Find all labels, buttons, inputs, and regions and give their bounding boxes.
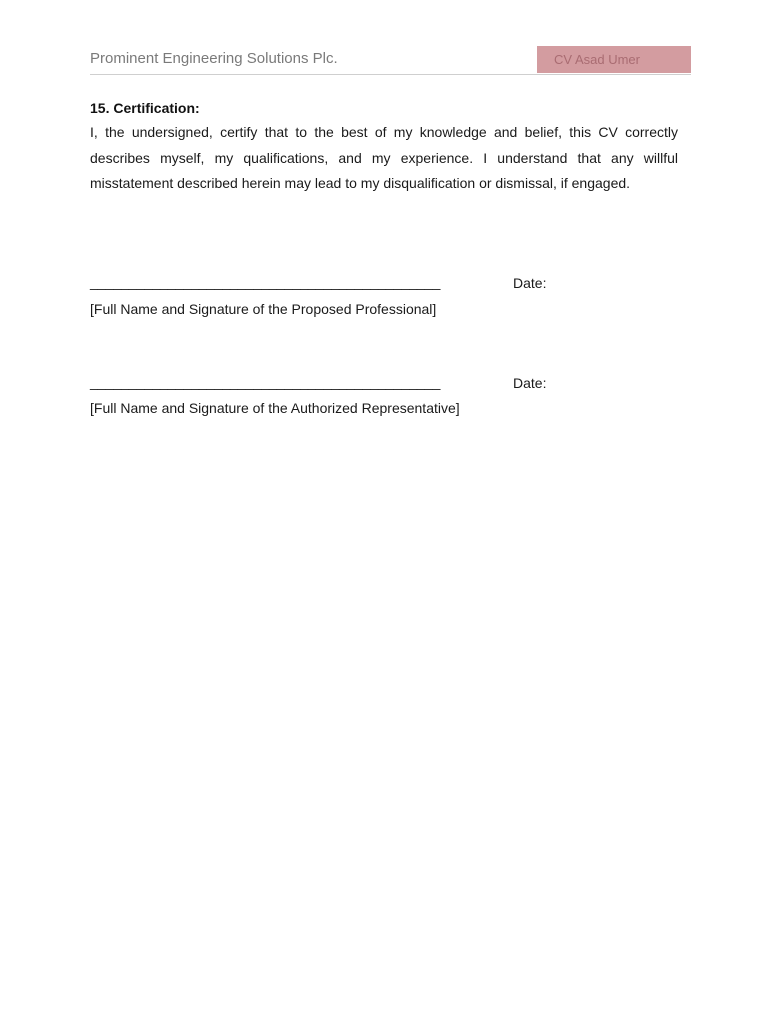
section-title: 15. Certification:: [90, 100, 200, 116]
date-label-professional: Date:: [513, 275, 547, 291]
date-label-representative: Date:: [513, 375, 547, 391]
certification-paragraph: I, the undersigned, certify that to the best of my knowledge and belief, this CV correctly describes myself, my qualifications, and my experience. I understand that any willful misstatement described herein may lead to my disqualification or dismissal, if engaged.: [90, 124, 678, 191]
company-name: Prominent Engineering Solutions Plc.: [90, 50, 338, 67]
cv-name-badge: CV Asad Umer: [537, 46, 691, 73]
signature-caption-professional: [Full Name and Signature of the Proposed Professional]: [90, 301, 437, 317]
signature-caption-representative: [Full Name and Signature of the Authorized Representative]: [90, 400, 460, 416]
signature-line-professional: _____________________________________________: [90, 274, 441, 290]
page-header: [90, 46, 691, 75]
signature-line-representative: _____________________________________________: [90, 374, 441, 390]
